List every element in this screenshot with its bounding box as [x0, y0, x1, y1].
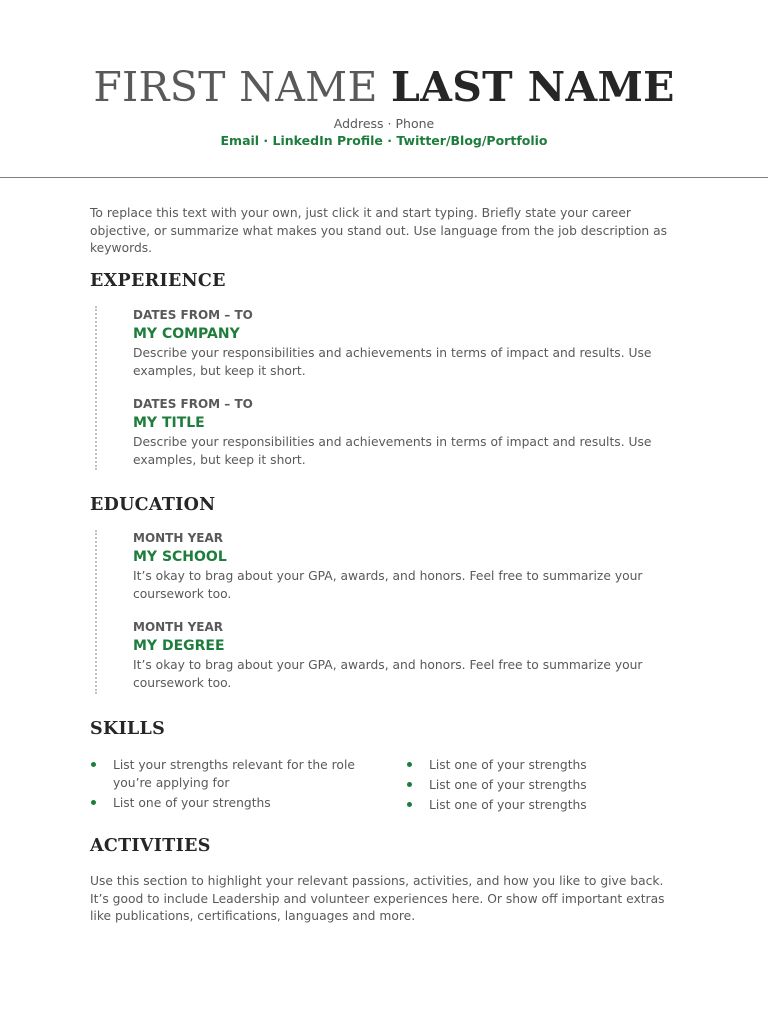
skill-item[interactable]: List one of your strengths — [406, 796, 686, 814]
skills-list-left — [90, 756, 380, 814]
activities-text[interactable]: Use this section to highlight your relevant passions, activities, and how you like to give back. It’s good to include Leadership and volunteer experiences here. Or show off important extras like publications, certifications, languages and more. — [90, 874, 665, 923]
education-entry-1 — [133, 530, 673, 603]
header-divider — [0, 177, 768, 178]
full-name[interactable] — [0, 58, 768, 116]
experience-dates[interactable]: DATES FROM – TO — [133, 308, 253, 322]
skill-item[interactable]: List your strengths relevant for the role you’re applying for — [90, 756, 380, 792]
education-heading[interactable]: EDUCATION — [90, 495, 216, 515]
education-description[interactable]: It’s okay to brag about your GPA, awards, and honors. Feel free to summarize your coursework too. — [133, 658, 643, 690]
experience-dates[interactable]: DATES FROM – TO — [133, 397, 253, 411]
last-name[interactable]: LAST NAME — [391, 63, 675, 111]
company-name[interactable]: MY COMPANY — [133, 326, 240, 342]
education-date[interactable]: MONTH YEAR — [133, 620, 224, 634]
skill-item[interactable]: List one of your strengths — [90, 794, 380, 812]
experience-description[interactable]: Describe your responsibilities and achievements in terms of impact and results. Use examples, but keep it short. — [133, 435, 652, 467]
contact-links[interactable]: Email · LinkedIn Profile · Twitter/Blog/Portfolio — [220, 133, 548, 148]
job-title[interactable]: MY TITLE — [133, 415, 205, 431]
skills-heading[interactable]: SKILLS — [90, 719, 166, 739]
skill-item[interactable]: List one of your strengths — [406, 776, 686, 794]
experience-heading[interactable]: EXPERIENCE — [90, 271, 226, 291]
experience-description[interactable]: Describe your responsibilities and achievements in terms of impact and results. Use examples, but keep it short. — [133, 346, 652, 378]
objective-text[interactable]: To replace this text with your own, just click it and start typing. Briefly state your career objective, or summarize what makes you stand out. Use language from the job description as keywords. — [90, 206, 668, 255]
skill-item[interactable]: List one of your strengths — [406, 756, 686, 774]
degree-name[interactable]: MY DEGREE — [133, 638, 225, 654]
resume-header — [0, 58, 768, 149]
education-description[interactable]: It’s okay to brag about your GPA, awards, and honors. Feel free to summarize your coursework too. — [133, 569, 643, 601]
education-timeline — [95, 530, 97, 694]
activities-heading[interactable]: ACTIVITIES — [90, 836, 211, 856]
experience-entry-1 — [133, 307, 673, 380]
experience-timeline — [95, 306, 97, 470]
experience-entry-2 — [133, 396, 673, 469]
education-entry-2 — [133, 619, 673, 692]
first-name[interactable]: FIRST NAME — [93, 63, 378, 111]
education-date[interactable]: MONTH YEAR — [133, 531, 224, 545]
skills-list-right — [406, 756, 686, 816]
school-name[interactable]: MY SCHOOL — [133, 549, 227, 565]
contact-info[interactable]: Address · Phone — [333, 116, 435, 131]
